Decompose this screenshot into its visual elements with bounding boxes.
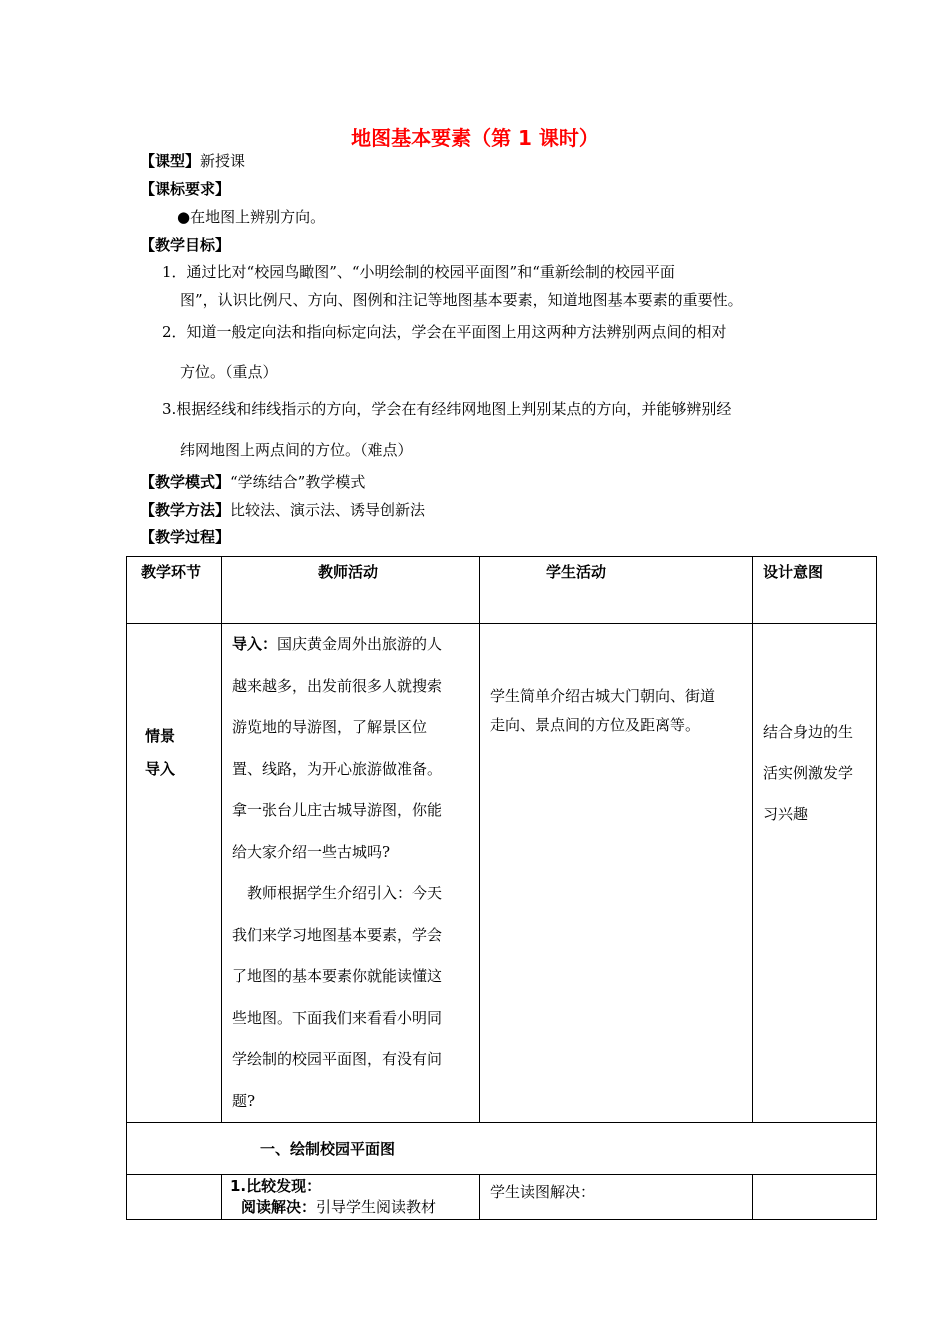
teacher-activity-cell (222, 624, 480, 1123)
student-line: 学生读图解决： (490, 1183, 596, 1201)
student-line-1: 学生简单介绍古城大门朝向、街道 (490, 687, 716, 705)
teacher-line: 置、线路，为开心旅游做准备。 (232, 759, 443, 778)
mode-line (140, 472, 365, 492)
teacher-line: 阅读解决：引导学生阅读教材 (241, 1198, 437, 1216)
teacher-line: 了地图的基本要素你就能读懂这 (232, 967, 443, 985)
table-row (127, 624, 877, 1123)
design-line-2: 活实例激发学 (763, 764, 854, 782)
curriculum-heading (140, 179, 230, 199)
stage-line-1: 情景 (145, 727, 176, 745)
objective-1-line-1: 1．通过比对“校园鸟瞰图”、“小明绘制的校园平面图”和“重新绘制的校园平面 (162, 263, 675, 281)
objective-2-line-2: 方位。（重点） (180, 363, 278, 381)
teacher-line: 游览地的导游图，了解景区位 (232, 718, 428, 736)
teacher-line: 导入：国庆黄金周外出旅游的人 (232, 635, 443, 653)
teacher-line: 给大家介绍一些古城吗? (232, 842, 391, 861)
section-row (127, 1123, 877, 1175)
section-title: 一、绘制校园平面图 (260, 1140, 396, 1158)
design-intent-cell (753, 624, 877, 1123)
page-title: 地图基本要素（第 1 课时） (351, 126, 599, 150)
section-cell (127, 1123, 877, 1175)
student-activity-cell (480, 1175, 753, 1220)
course-type-label: 【课型】 (140, 152, 201, 170)
mode-label: 【教学模式】 (140, 473, 231, 491)
design-line-3: 习兴趣 (763, 805, 809, 823)
teacher-subheading: 1.比较发现： (230, 1177, 322, 1195)
teacher-line: 些地图。下面我们来看看小明同 (232, 1008, 443, 1027)
teacher-line: 越来越多，出发前很多人就搜索 (232, 676, 443, 695)
course-type-line (140, 151, 245, 171)
method-value: 比较法、演示法、诱导创新法 (230, 501, 426, 519)
teacher-line: 题? (232, 1091, 256, 1110)
table-row (127, 1175, 877, 1220)
table-header-row (127, 557, 877, 624)
stage-cell (127, 624, 222, 1123)
design-line-1: 结合身边的生 (763, 723, 854, 741)
objective-3-line-1: 3.根据经线和纬线指示的方向，学会在有经纬网地图上判别某点的方向，并能够辨别经 (162, 400, 732, 418)
header-design: 设计意图 (753, 557, 877, 624)
student-line-2: 走向、景点间的方位及距离等。 (490, 716, 701, 734)
method-line (140, 500, 425, 520)
stage-cell-empty (127, 1175, 222, 1220)
objective-1-line-2: 图”，认识比例尺、方向、图例和注记等地图基本要素，知道地图基本要素的重要性。 (180, 291, 743, 309)
teacher-line: 拿一张台儿庄古城导游图，你能 (232, 801, 443, 819)
curriculum-item: ●在地图上辨别方向。 (177, 208, 326, 226)
process-label: 【教学过程】 (140, 528, 231, 546)
header-teacher: 教师活动 (222, 557, 480, 624)
header-stage: 教学环节 (127, 557, 222, 624)
header-student: 学生活动 (480, 557, 753, 624)
design-intent-cell-empty (753, 1175, 877, 1220)
objectives-label: 【教学目标】 (140, 236, 231, 254)
objective-2-line-1: 2．知道一般定向法和指向标定向法，学会在平面图上用这两种方法辨别两点间的相对 (162, 323, 727, 341)
teacher-line: 我们来学习地图基本要素，学会 (232, 925, 443, 944)
objective-3-line-2: 纬网地图上两点间的方位。（难点） (180, 441, 413, 459)
teacher-line: 学绘制的校园平面图，有没有问 (232, 1050, 443, 1068)
teaching-process-table (126, 556, 877, 1220)
method-label: 【教学方法】 (140, 501, 231, 519)
curriculum-label: 【课标要求】 (140, 180, 231, 198)
process-heading (140, 527, 230, 547)
mode-value: “学练结合”教学模式 (230, 473, 366, 491)
objectives-heading (140, 235, 230, 255)
teacher-activity-cell (222, 1175, 480, 1220)
teacher-line: 教师根据学生介绍引入：今天 (232, 884, 443, 902)
stage-line-2: 导入 (145, 760, 176, 778)
student-activity-cell (480, 624, 753, 1123)
course-type-value: 新授课 (200, 152, 246, 170)
